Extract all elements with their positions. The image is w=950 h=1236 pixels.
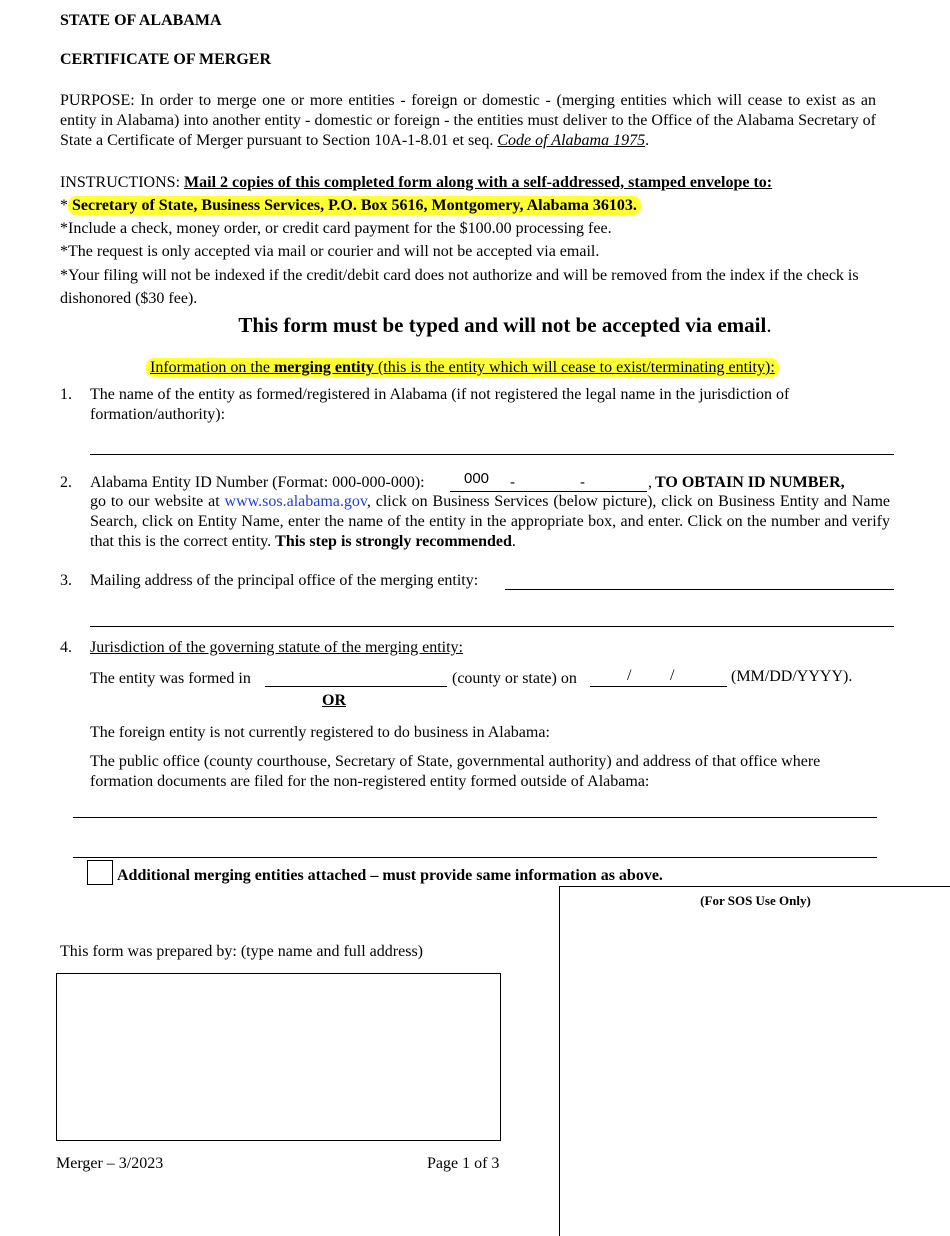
additional-entities-checkbox[interactable] (87, 860, 113, 885)
sos-use-only-label: (For SOS Use Only) (700, 893, 811, 908)
public-office-text: The public office (county courthouse, Secretary of State, governmental authority) and address of that office where formation documents are filed for the non-registered entity formed outside of Alabama: (90, 753, 821, 790)
recommend-text: This step is strongly recommended (275, 533, 512, 550)
purpose-text: In order to merge one or more entities - foreign or domestic - (merging entities which will cease to exist as an entity in Alabama) into another entity - domestic or foreign - the entities must deliver to the Office of the Alabama Secretary of State a Certificate of Merger pursuant to Section 10A-1-8.01 et seq. (60, 92, 876, 149)
formed-in-label: The entity was formed in (90, 670, 251, 687)
item-3-number: 3. (60, 572, 72, 589)
foreign-entity-text: The foreign entity is not currently registered to do business in Alabama: (90, 724, 550, 741)
prepared-by-field[interactable] (56, 973, 501, 1141)
mailing-address-field-2[interactable] (90, 626, 894, 627)
item-4-number: 4. (60, 639, 72, 656)
entity-id-comma: , (648, 474, 652, 491)
form-title: CERTIFICATE OF MERGER (60, 51, 272, 68)
entity-name-field[interactable] (90, 454, 894, 455)
item-1-text: The name of the entity as formed/registered in Alabama (if not registered the legal name in the jurisdiction of formation/authority): (90, 386, 790, 423)
sos-website-link[interactable]: www.sos.alabama.gov (224, 493, 367, 510)
public-office-field-1[interactable] (73, 817, 877, 818)
payment-note: *Include a check, money order, or credit card payment for the $100.00 processing fee. (60, 220, 612, 237)
merging-entity-heading (146, 358, 779, 378)
instructions-label: INSTRUCTIONS: (60, 174, 185, 191)
date-format-label: (MM/DD/YYYY). (731, 668, 853, 685)
purpose-paragraph (60, 91, 876, 151)
website-pre: go to our website at (90, 493, 225, 510)
or-separator: OR (322, 692, 346, 709)
purpose-end: . (645, 132, 650, 149)
item-2-instructions (90, 492, 890, 552)
formed-in-field[interactable] (265, 686, 447, 687)
typed-notice (0, 312, 950, 338)
mailing-address-field-1[interactable] (505, 589, 894, 590)
entity-id-dash-1: - (510, 474, 515, 491)
typed-notice-end: . (766, 313, 772, 337)
item-3-text: Mailing address of the principal office of the merging entity: (90, 572, 479, 589)
mail-only-note: *The request is only accepted via mail or courier and will not be accepted via email. (60, 243, 600, 260)
public-office-field-2[interactable] (73, 857, 877, 858)
mail-instructions: Mail 2 copies of this completed form along with a self-addressed, stamped envelope to: (184, 174, 773, 191)
indexing-note: *Your filing will not be indexed if the credit/debit card does not authorize and will be removed from the index if the check is dishonored ($30 fee). (60, 267, 859, 307)
item-1-number: 1. (60, 386, 72, 403)
jurisdiction-heading: Jurisdiction of the governing statute of the merging entity: (90, 639, 463, 656)
county-state-label: (county or state) on (452, 670, 577, 687)
heading-pre: Information on the (150, 359, 274, 376)
obtain-id-text: TO OBTAIN ID NUMBER, (655, 474, 845, 491)
heading-bold: merging entity (273, 359, 374, 376)
formation-date-field[interactable] (590, 686, 727, 687)
heading-post: (this is the entity which will cease to exist/terminating entity): (373, 359, 775, 376)
date-slash-2: / (670, 667, 675, 684)
entity-id-label: Alabama Entity ID Number (Format: 000-000-000): (90, 474, 425, 491)
item-2-number: 2. (60, 474, 72, 491)
entity-id-prefix: 000 (464, 470, 490, 487)
prepared-by-label: This form was prepared by: (type name and full address) (60, 943, 423, 960)
sos-use-only-box (559, 886, 950, 1236)
mailing-address-line (60, 196, 641, 216)
state-heading: STATE OF ALABAMA (60, 12, 222, 29)
sos-address: Secretary of State, Business Services, P.O. Box 5616, Montgomery, Alabama 36103. (68, 196, 641, 215)
instructions-heading (60, 173, 900, 193)
address-star: * (60, 197, 68, 214)
entity-id-field[interactable] (450, 470, 647, 492)
additional-entities-text: Additional merging entities attached – must provide same information as above. (117, 867, 663, 884)
typed-notice-text: This form must be typed and will not be accepted via email (238, 313, 767, 337)
purpose-label: PURPOSE: (60, 92, 135, 109)
code-reference: Code of Alabama 1975 (497, 132, 646, 149)
form-version: Merger – 3/2023 (56, 1155, 164, 1172)
recommend-end: . (511, 533, 516, 550)
date-slash-1: / (627, 667, 632, 684)
website-post: , click on Business Services (below picture), click on Business Entity and Name Search, click on Entity Name, enter the name of the entity in the appropriate box, and enter. Click on the number and verify that this is the correct entity. (90, 493, 890, 550)
page-number: Page 1 of 3 (427, 1155, 500, 1172)
entity-id-dash-2: - (580, 474, 585, 491)
